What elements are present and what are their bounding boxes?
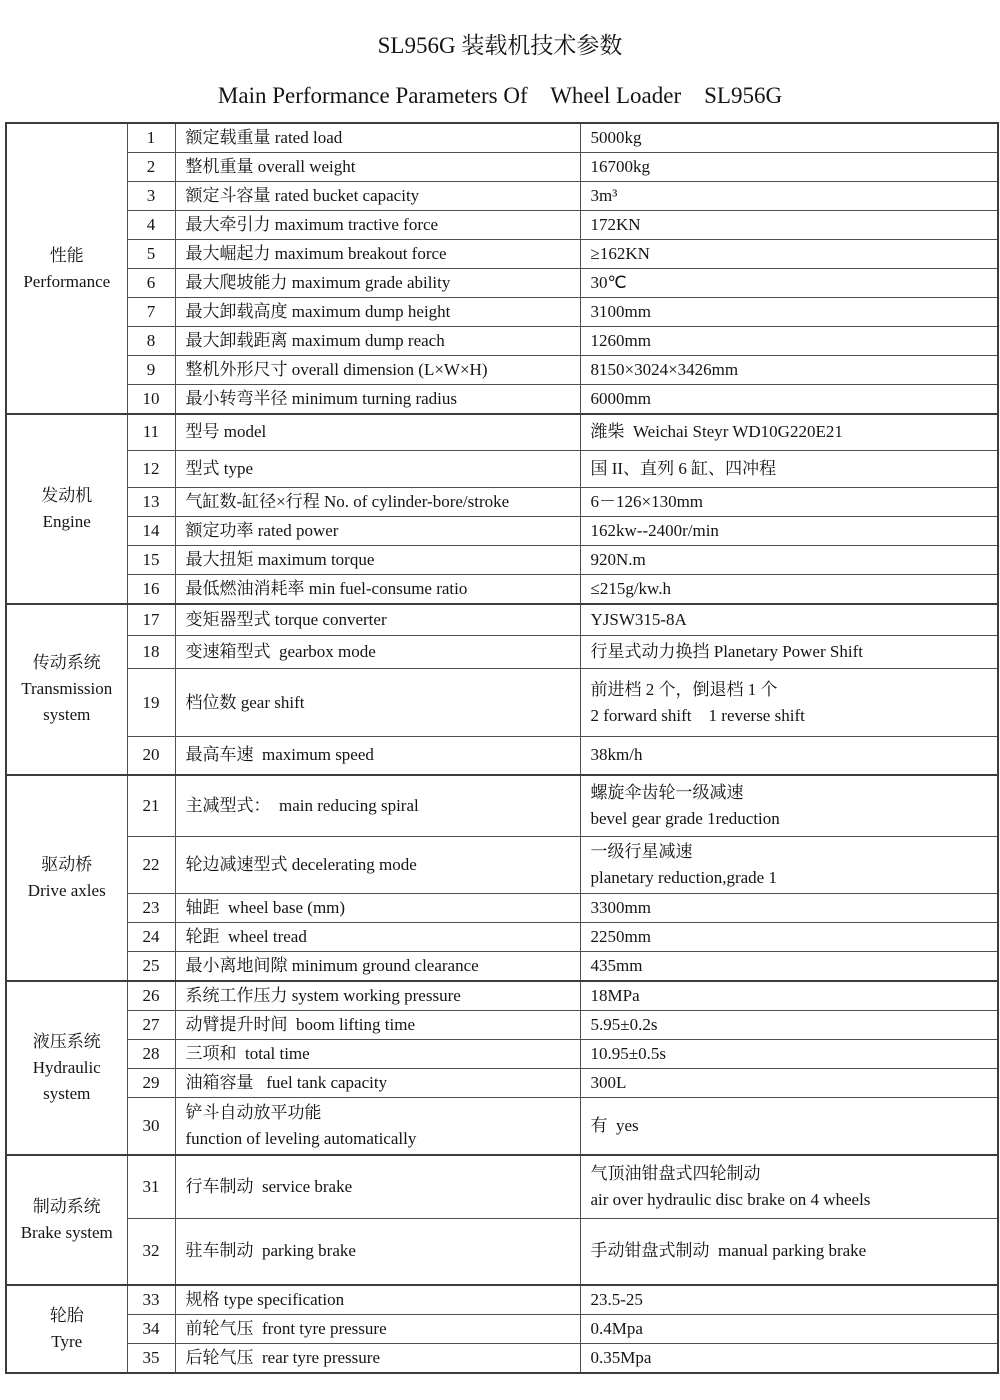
row-number: 14 bbox=[127, 516, 175, 545]
cell-line: air over hydraulic disc brake on 4 wheels bbox=[590, 1189, 871, 1209]
category-cell bbox=[6, 1285, 127, 1373]
param-value: ≤215g/kw.h bbox=[580, 574, 998, 604]
row-number: 5 bbox=[127, 240, 175, 269]
param-value: 6000mm bbox=[580, 385, 998, 415]
cell-line: planetary reduction,grade 1 bbox=[590, 868, 777, 887]
row-number: 30 bbox=[127, 1098, 175, 1155]
cell-line: 前进档 2 个，倒退档 1 个 bbox=[590, 679, 778, 699]
table-row bbox=[6, 240, 998, 269]
param-value: YJSW315-8A bbox=[580, 604, 998, 636]
param-value: 潍柴 Weichai Steyr WD10G220E21 bbox=[580, 414, 998, 450]
row-number: 20 bbox=[127, 737, 175, 775]
table-row bbox=[6, 545, 998, 574]
param-name: 气缸数-缸径×行程 No. of cylinder-bore/stroke bbox=[175, 487, 580, 516]
param-value: 6－126×130mm bbox=[580, 487, 998, 516]
row-number: 34 bbox=[127, 1314, 175, 1343]
param-name: 额定功率 rated power bbox=[175, 516, 580, 545]
param-name: 档位数 gear shift bbox=[175, 669, 580, 737]
page-title-en: Main Performance Parameters Of Wheel Loader SL956G bbox=[217, 83, 783, 108]
param-value: 10.95±0.5s bbox=[580, 1040, 998, 1069]
row-number: 25 bbox=[127, 952, 175, 982]
param-value: 2250mm bbox=[580, 923, 998, 952]
row-number: 9 bbox=[127, 356, 175, 385]
table-row bbox=[6, 1219, 998, 1285]
cell-line: 铲斗自动放平功能 bbox=[185, 1102, 322, 1122]
row-number: 24 bbox=[127, 923, 175, 952]
param-name: 最小转弯半径 minimum turning radius bbox=[175, 385, 580, 415]
param-value: 3300mm bbox=[580, 894, 998, 923]
param-value: 1260mm bbox=[580, 327, 998, 356]
param-name: 变速箱型式 gearbox mode bbox=[175, 636, 580, 669]
table-row bbox=[6, 1285, 998, 1315]
table-row bbox=[6, 636, 998, 669]
row-number: 26 bbox=[127, 981, 175, 1011]
row-number: 17 bbox=[127, 604, 175, 636]
table-row bbox=[6, 1069, 998, 1098]
param-value bbox=[580, 1155, 998, 1219]
row-number: 6 bbox=[127, 269, 175, 298]
table-row bbox=[6, 487, 998, 516]
row-number: 18 bbox=[127, 636, 175, 669]
table-row bbox=[6, 952, 998, 982]
category-cell bbox=[6, 775, 127, 982]
param-value: 5000kg bbox=[580, 123, 998, 153]
param-name: 行车制动 service brake bbox=[175, 1155, 580, 1219]
row-number: 2 bbox=[127, 153, 175, 182]
table-row bbox=[6, 298, 998, 327]
param-name: 最大卸载距离 maximum dump reach bbox=[175, 327, 580, 356]
category-label-en: Engine bbox=[42, 511, 91, 531]
param-name: 型式 type bbox=[175, 450, 580, 487]
param-value: 435mm bbox=[580, 952, 998, 982]
category-label-zh: 液压系统 bbox=[32, 1031, 101, 1051]
param-value: 手动钳盘式制动 manual parking brake bbox=[580, 1219, 998, 1285]
spec-table-body bbox=[6, 123, 998, 1373]
table-row bbox=[6, 327, 998, 356]
param-name: 整机外形尺寸 overall dimension (L×W×H) bbox=[175, 356, 580, 385]
table-row bbox=[6, 1155, 998, 1219]
row-number: 16 bbox=[127, 574, 175, 604]
table-row bbox=[6, 1040, 998, 1069]
category-cell bbox=[6, 981, 127, 1155]
param-value bbox=[580, 669, 998, 737]
cell-line: 螺旋伞齿轮一级减速 bbox=[590, 782, 744, 802]
row-number: 32 bbox=[127, 1219, 175, 1285]
param-name: 最大卸载高度 maximum dump height bbox=[175, 298, 580, 327]
param-value: 3m³ bbox=[580, 182, 998, 211]
table-row bbox=[6, 1011, 998, 1040]
row-number: 8 bbox=[127, 327, 175, 356]
param-value: 300L bbox=[580, 1069, 998, 1098]
table-row bbox=[6, 737, 998, 775]
param-name: 最大扭矩 maximum torque bbox=[175, 545, 580, 574]
table-row bbox=[6, 775, 998, 837]
category-cell bbox=[6, 604, 127, 775]
cell-line: 气顶油钳盘式四轮制动 bbox=[590, 1163, 761, 1183]
cell-line: bevel gear grade 1reduction bbox=[590, 808, 780, 828]
param-name: 最大崛起力 maximum breakout force bbox=[175, 240, 580, 269]
category-label-en: Transmission system bbox=[21, 679, 117, 724]
param-name: 轴距 wheel base (mm) bbox=[175, 894, 580, 923]
param-value: 3100mm bbox=[580, 298, 998, 327]
param-name: 轮边减速型式 decelerating mode bbox=[175, 837, 580, 894]
table-row bbox=[6, 1314, 998, 1343]
table-row bbox=[6, 123, 998, 153]
row-number: 1 bbox=[127, 123, 175, 153]
param-name: 前轮气压 front tyre pressure bbox=[175, 1314, 580, 1343]
table-row bbox=[6, 385, 998, 415]
page-title-cn: SL956G 装载机技术参数 bbox=[377, 33, 623, 58]
cell-line: 2 forward shift 1 reverse shift bbox=[590, 705, 805, 725]
param-name: 规格 type specification bbox=[175, 1285, 580, 1315]
row-number: 13 bbox=[127, 487, 175, 516]
category-label-zh: 驱动桥 bbox=[41, 854, 93, 874]
row-number: 3 bbox=[127, 182, 175, 211]
param-value: 5.95±0.2s bbox=[580, 1011, 998, 1040]
param-value: 0.35Mpa bbox=[580, 1343, 998, 1373]
param-value: 行星式动力换挡 Planetary Power Shift bbox=[580, 636, 998, 669]
table-row bbox=[6, 269, 998, 298]
table-row bbox=[6, 894, 998, 923]
table-row bbox=[6, 153, 998, 182]
category-cell bbox=[6, 123, 127, 414]
spec-table bbox=[5, 122, 999, 1374]
param-name: 三项和 total time bbox=[175, 1040, 580, 1069]
row-number: 7 bbox=[127, 298, 175, 327]
cell-line: function of leveling automatically bbox=[185, 1128, 417, 1148]
param-name bbox=[175, 1098, 580, 1155]
param-value: 172KN bbox=[580, 211, 998, 240]
table-row bbox=[6, 414, 998, 450]
row-number: 19 bbox=[127, 669, 175, 737]
param-value: 162kw--2400r/min bbox=[580, 516, 998, 545]
category-label-zh: 性能 bbox=[49, 245, 84, 265]
category-label-zh: 发动机 bbox=[41, 485, 93, 505]
category-label-en: Performance bbox=[23, 271, 111, 291]
param-value: 920N.m bbox=[580, 545, 998, 574]
table-row bbox=[6, 837, 998, 894]
param-name: 最低燃油消耗率 min fuel-consume ratio bbox=[175, 574, 580, 604]
param-value: 38km/h bbox=[580, 737, 998, 775]
param-value: 有 yes bbox=[580, 1098, 998, 1155]
cell-line: 一级行星减速 bbox=[590, 842, 693, 861]
param-name: 轮距 wheel tread bbox=[175, 923, 580, 952]
row-number: 35 bbox=[127, 1343, 175, 1373]
category-label-en: Drive axles bbox=[27, 880, 106, 900]
row-number: 12 bbox=[127, 450, 175, 487]
param-name: 最大牵引力 maximum tractive force bbox=[175, 211, 580, 240]
row-number: 33 bbox=[127, 1285, 175, 1315]
category-cell bbox=[6, 414, 127, 604]
row-number: 29 bbox=[127, 1069, 175, 1098]
table-row bbox=[6, 1343, 998, 1373]
param-name: 驻车制动 parking brake bbox=[175, 1219, 580, 1285]
param-name: 变矩器型式 torque converter bbox=[175, 604, 580, 636]
table-row bbox=[6, 182, 998, 211]
category-label-en: Tyre bbox=[51, 1331, 83, 1351]
param-name: 后轮气压 rear tyre pressure bbox=[175, 1343, 580, 1373]
param-name: 主减型式： main reducing spiral bbox=[175, 775, 580, 837]
param-name: 整机重量 overall weight bbox=[175, 153, 580, 182]
row-number: 4 bbox=[127, 211, 175, 240]
category-cell bbox=[6, 1155, 127, 1285]
row-number: 27 bbox=[127, 1011, 175, 1040]
param-name: 最小离地间隙 minimum ground clearance bbox=[175, 952, 580, 982]
param-value: 8150×3024×3426mm bbox=[580, 356, 998, 385]
row-number: 31 bbox=[127, 1155, 175, 1219]
row-number: 10 bbox=[127, 385, 175, 415]
param-value: 16700kg bbox=[580, 153, 998, 182]
category-label-zh: 轮胎 bbox=[49, 1305, 84, 1325]
table-row bbox=[6, 604, 998, 636]
category-label-en: Brake system bbox=[20, 1222, 113, 1242]
table-row bbox=[6, 516, 998, 545]
row-number: 21 bbox=[127, 775, 175, 837]
table-row bbox=[6, 669, 998, 737]
param-name: 最高车速 maximum speed bbox=[175, 737, 580, 775]
row-number: 22 bbox=[127, 837, 175, 894]
param-name: 额定载重量 rated load bbox=[175, 123, 580, 153]
param-name: 最大爬坡能力 maximum grade ability bbox=[175, 269, 580, 298]
param-name: 动臂提升时间 boom lifting time bbox=[175, 1011, 580, 1040]
param-name: 额定斗容量 rated bucket capacity bbox=[175, 182, 580, 211]
param-value: 0.4Mpa bbox=[580, 1314, 998, 1343]
param-value: ≥162KN bbox=[580, 240, 998, 269]
table-row bbox=[6, 981, 998, 1011]
param-value: 30℃ bbox=[580, 269, 998, 298]
param-name: 型号 model bbox=[175, 414, 580, 450]
table-row bbox=[6, 574, 998, 604]
param-value bbox=[580, 775, 998, 837]
table-row bbox=[6, 1098, 998, 1155]
category-label-zh: 制动系统 bbox=[32, 1196, 101, 1216]
category-label-en: Hydraulic system bbox=[32, 1057, 105, 1103]
param-value: 18MPa bbox=[580, 981, 998, 1011]
table-row bbox=[6, 356, 998, 385]
row-number: 28 bbox=[127, 1040, 175, 1069]
param-name: 系统工作压力 system working pressure bbox=[175, 981, 580, 1011]
param-name: 油箱容量 fuel tank capacity bbox=[175, 1069, 580, 1098]
param-value bbox=[580, 837, 998, 894]
row-number: 11 bbox=[127, 414, 175, 450]
param-value: 23.5-25 bbox=[580, 1285, 998, 1315]
row-number: 15 bbox=[127, 545, 175, 574]
row-number: 23 bbox=[127, 894, 175, 923]
table-row bbox=[6, 211, 998, 240]
param-value: 国 II、直列 6 缸、四冲程 bbox=[580, 450, 998, 487]
category-label-zh: 传动系统 bbox=[32, 653, 101, 672]
table-row bbox=[6, 450, 998, 487]
table-row bbox=[6, 923, 998, 952]
